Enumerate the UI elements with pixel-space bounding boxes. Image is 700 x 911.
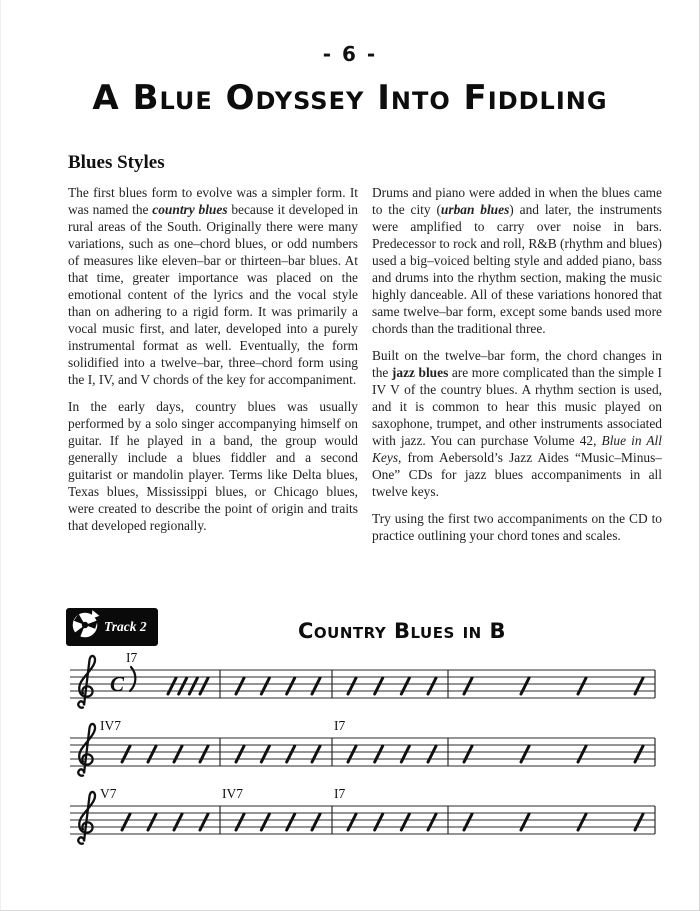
paragraph: Try using the first two accompaniments on the CD to practice outlining your chord tones and scales.	[372, 511, 662, 543]
page-number: - 6 -	[322, 42, 378, 66]
music-staff	[68, 650, 700, 716]
svg-text:I7: I7	[126, 650, 138, 665]
paragraph: Drums and piano were added in when the blues came to the city (urban blues) and later, the instruments were amplified to carry over noise in bars. Predecessor to rock and roll, R&B (rhythm and blues) used a big–voiced belting style and added piano, bass and drums into the rhythm section, making the music highly danceable. All of these variations honored that same twelve–bar form, except some bands used more chords than the traditional three.	[372, 185, 662, 336]
chapter-title: A Blue Odyssey Into Fiddling	[92, 78, 608, 118]
text-column-right	[372, 184, 662, 554]
paragraph: Built on the twelve–bar form, the chord changes in the jazz blues are more complicated than the simple I IV V of the country blues. A rhythm section is used, and it is common to hear this music played on saxophone, trumpet, and other instruments associated with jazz. You can purchase Volume 42, Blue in All Keys, from Aebersold’s Jazz Aides “Music–Minus–One” CDs for jazz blues accompaniments in all twelve keys.	[372, 348, 662, 499]
music-staff	[68, 786, 700, 852]
text-column-left	[68, 184, 358, 554]
paragraph: In the early days, country blues was usually performed by a solo singer accompanying himself on guitar. If he played in a band, the group would generally include a blues fiddler and a second guitarist or mandolin player. Terms like Delta blues, Texas blues, Mississippi blues, or Chicago blues, were created to describe the point of origin and traits that developed regionally.	[68, 399, 358, 533]
tune-title: Country Blues in B	[298, 619, 507, 643]
svg-text:V7: V7	[100, 786, 117, 801]
track-label: Track 2	[104, 619, 147, 634]
track-badge	[66, 608, 158, 646]
music-staff	[68, 718, 700, 784]
notation	[0, 650, 700, 852]
track-row	[0, 604, 700, 650]
svg-text:IV7: IV7	[100, 718, 121, 733]
svg-text:C: C	[110, 672, 125, 696]
svg-text:I7: I7	[334, 718, 346, 733]
svg-text:I7: I7	[334, 786, 346, 801]
body-text	[68, 184, 662, 554]
section-heading: Blues Styles	[68, 152, 165, 173]
music-section	[0, 604, 700, 854]
svg-text:IV7: IV7	[222, 786, 243, 801]
cd-icon	[69, 609, 101, 646]
paragraph: The first blues form to evolve was a simpler form. It was named the country blues because it developed in rural areas of the South. Originally there were many variations, such as one–chord blues, or odd numbers of measures like eleven–bar or thirteen–bar blues. At that time, greater importance was placed on the emotional content of the lyrics and the vocal style than on adhering to a rigid form. It was primarily a vocal music first, and later, developed into a purely instrumental format as well. Eventually, the form solidified into a twelve–bar, three–chord form using the I, IV, and V chords of the key for accompaniment.	[68, 185, 359, 387]
